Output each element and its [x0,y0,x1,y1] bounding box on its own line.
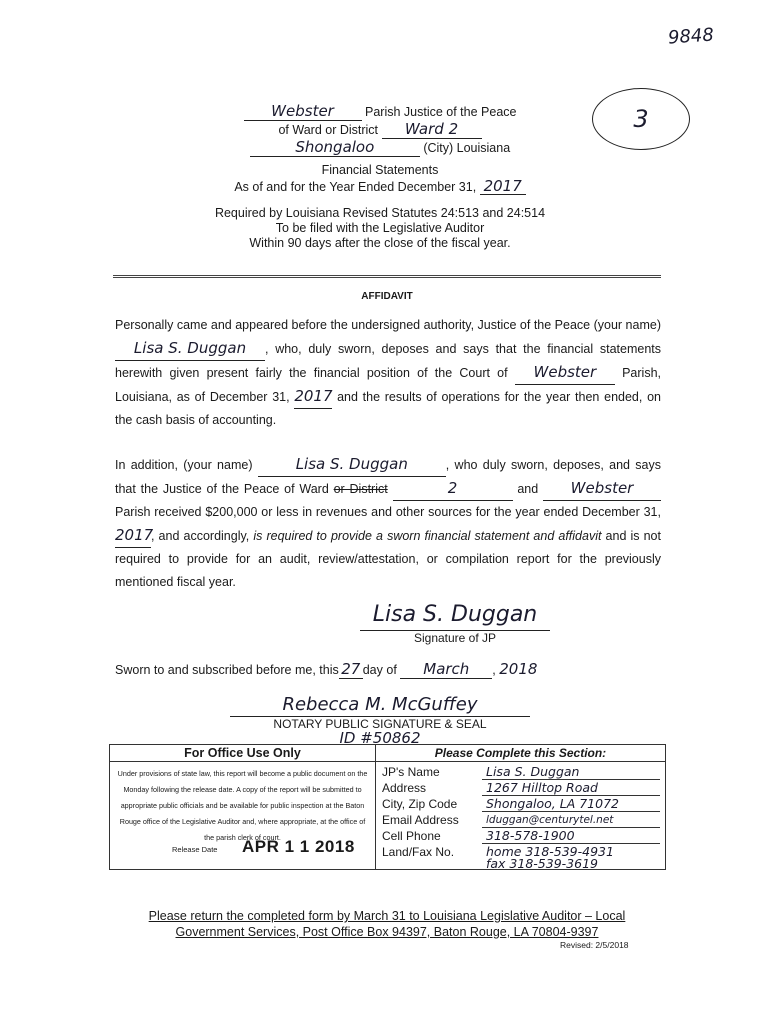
form-header [180,102,580,156]
return-instructions: Please return the completed form by March 31 to Louisiana Legislative Auditor – Local Government Services, Post Office Box 94397, Baton Rouge, LA 70804-9397 [148,909,626,939]
fax-value: fax 318-539-3619 [486,856,598,871]
city-zip-value: Shongaloo, LA 71072 [482,796,660,812]
ward-number-field: 2 [393,477,513,501]
land-fax-label: Land/Fax No. [382,845,455,859]
notary-signature: Rebecca M. McGuffey [230,694,530,717]
cell-phone-value: 318-578-1900 [482,828,660,844]
address-value: 1267 Hilltop Road [482,780,660,796]
handwritten-file-number: 9848 [667,24,715,49]
ward-label: of Ward or District [278,123,379,137]
filing-requirements [180,206,580,251]
city-zip-label: City, Zip Code [382,797,458,811]
requirement-line: Required by Louisiana Revised Statutes 24:513 and 24:514 [214,206,546,220]
info-box [109,744,666,870]
sworn-month-field: March [400,660,492,679]
court-parish-field: Webster [515,361,615,385]
cell-phone-label: Cell Phone [382,829,441,843]
affidavit-paragraph-2: In addition, (your name) Lisa S. Duggan , who duly sworn, deposes, and says that the Justice of the Peace of Ward or District 2 and Webster Parish received $200,000 or less in revenues and other sources for the year ended December 31, 2017, and accordingly, is required to provide a sworn financial statement and affidavit and is not required to provide for an audit, review/attestation, or compilation report for the previously mentioned fiscal year. [115,455,661,589]
requirement-line: Within 90 days after the close of the fiscal year. [249,236,511,250]
email-value: lduggan@centurytel.net [482,812,660,828]
office-use-notice: Under provisions of state law, this report will become a public document on the Monday following the release date. A copy of the report will be submitted to appropriate public officials and be available for public inspection at the Baton Rouge office of the Legislative Auditor and, where appropriate, at the office of the parish clerk of court. [117,769,368,842]
parish-label: Parish Justice of the Peace [365,105,517,119]
fiscal-year-field: 2017 [480,178,526,195]
notary-label: NOTARY PUBLIC SIGNATURE & SEAL [273,717,487,731]
jp-signature-block [360,600,550,645]
ward-field: Ward 2 [382,120,482,139]
jp-name-label: JP's Name [382,765,440,779]
notary-block [230,694,530,747]
financial-title: Financial Statements [321,163,439,177]
land-phone-value: home 318-539-4931 [486,844,614,859]
city-label: (City) Louisiana [423,141,511,155]
sworn-year-field: 2018 [499,660,538,678]
office-use-panel [110,745,376,869]
affidavit-paragraph-1: Personally came and appeared before the undersigned authority, Justice of the Peace (your name) Lisa S. Duggan , who, duly sworn, deposes and says that the financial statements herewith given present fairly the financial position of the Court of Webster Parish, Louisiana, as of December 31, 2017 and the results of operations for the year then ended, on the cash basis of accounting. [115,318,661,427]
revision-date: Revised: 2/5/2018 [560,940,629,950]
affidavit-heading: AFFIDAVIT [361,291,413,302]
parish-field-2: Webster [543,477,661,501]
jp-name-field-2: Lisa S. Duggan [258,453,446,477]
circled-number: 3 [633,105,649,133]
signature-label: Signature of JP [413,631,497,645]
city-field: Shongaloo [250,138,420,157]
contact-section [376,745,665,869]
release-date-stamp: APR 1 1 2018 [242,837,355,856]
year-field: 2017 [294,385,332,409]
jp-name-field: Lisa S. Duggan [115,337,265,361]
office-use-title: For Office Use Only [110,745,375,762]
release-date-label: Release Date [172,845,218,854]
financial-statement-title [180,162,580,195]
contact-section-title: Please Complete this Section: [376,745,665,762]
asof-label: As of and for the Year Ended December 31, [234,180,477,194]
circled-page-number [592,88,690,150]
notary-id: ID #50862 [339,729,421,747]
email-label: Email Address [382,813,459,827]
struck-text: or District [333,482,388,496]
address-label: Address [382,781,427,795]
year-field-2: 2017 [115,524,151,548]
jp-name-value: Lisa S. Duggan [482,764,660,780]
jp-signature: Lisa S. Duggan [360,600,550,631]
sworn-day-field: 27 [339,660,363,679]
emphasis-text: is required to provide a sworn financial statement and affidavit [253,529,602,543]
parish-field: Webster [244,102,362,121]
section-divider [113,275,661,278]
sworn-statement: Sworn to and subscribed before me, this 27 day of March , 2018 [115,660,538,678]
requirement-line: To be filed with the Legislative Auditor [275,221,485,235]
